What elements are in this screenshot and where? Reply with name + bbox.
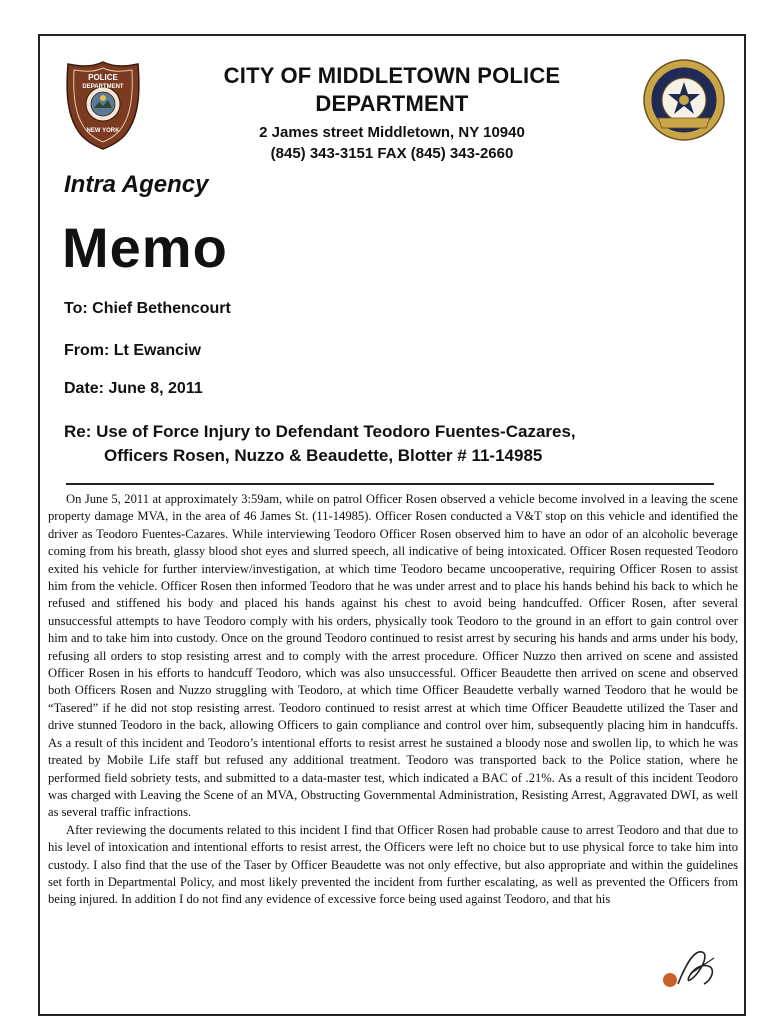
header-divider (66, 483, 714, 485)
badge-text-mid: DEPARTMENT (82, 84, 124, 90)
org-name-line2: DEPARTMENT (315, 91, 469, 116)
org-address: 2 James street Middletown, NY 10940 (259, 124, 525, 141)
org-name-line1: CITY OF MIDDLETOWN POLICE (223, 63, 561, 88)
memo-title: Memo (62, 216, 228, 279)
organization-contact (40, 122, 744, 164)
org-phone-fax: (845) 343-3151 FAX (845) 343-2660 (270, 145, 514, 162)
organization-name (40, 62, 744, 118)
body-paragraph-2: After reviewing the documents related to this incident I find that Officer Rosen had probable cause to arrest Teodoro and that due to his level of intoxication and intentional efforts to resist arrest, the Officers were left no choice but to use physical force to take him into custody. I also find that the use of the Taser by Officer Beaudette was not only effective, but also appropriate and within the guidelines set forth in Departmental Policy, and most likely prevented the incident from further escalating, as well as prevented the Officers from being injured. In addition I do not find any evidence of excessive force being used against Teodoro, and that his (48, 822, 738, 907)
memo-subject-line2: Officers Rosen, Nuzzo & Beaudette, Blotter # 11-14985 (104, 446, 543, 465)
memo-subject (64, 420, 734, 468)
badge-text-bottom: NEW YORK (86, 128, 120, 134)
accreditation-seal-icon (642, 58, 726, 142)
memo-to: To: Chief Bethencourt (64, 300, 231, 317)
signature-mark-icon (660, 944, 720, 990)
memo-body (48, 491, 738, 909)
memo-from: From: Lt Ewanciw (64, 342, 201, 359)
badge-text-top: POLICE (88, 73, 118, 82)
letterhead (40, 36, 744, 166)
memo-date: Date: June 8, 2011 (64, 380, 203, 397)
body-paragraph-1: On June 5, 2011 at approximately 3:59am, while on patrol Officer Rosen observed a vehicle become involved in a leaving the scene property damage MVA, in the area of 46 James St. (11-14985). Officer Rosen conducted a V&T stop on this vehicle and identified the driver as Teodoro Fuentes-Cazares. While interviewing Teodoro Officer Rosen observed him to have an odor of an alcoholic beverage coming from his breath, glassy blood shot eyes and slurred speech, all indicative of being intoxicated. Officer Rosen requested Teodoro exited his vehicle for further interview/investigation, at which time Teodoro became uncooperative, requiring Officer Rosen to assist him from the vehicle. Officer Rosen then informed Teodoro that he was under arrest and to place his hands behind his back to which he refused and stiffened his body and placed his hands against his chest to avoid being handcuffed. Officer Rosen, after several unsuccessful attempts to have Teodoro comply with his orders, physically took Teodoro to the ground in an effort to gain control over him and to take him into custody. Once on the ground Teodoro continued to resist arrest by securing his hands and arms under his body, refusing all orders to stop resisting arrest and to comply with the arrest procedure. Officer Nuzzo then arrived on scene and assisted Officer Rosen in his efforts to handcuff Teodoro, which was also unsuccessful. Officer Beaudette then arrived on scene and observed both Officers Rosen and Nuzzo struggling with Teodoro, at which time Officer Beaudette verbally warned Teodoro that he would be “Tasered” if he did not stop resisting arrest. Teodoro continued to resist arrest at which time Officer Beaudette utilized the Taser and drive stunned Teodoro in the back, allowing Officers to gain compliance and control over him, subsequently placing him in handcuffs. As a result of this incident and Teodoro’s intentional efforts to resist arrest he sustained a bloody nose and swollen lip, to which he was treated by Mobile Life staff but refused any additional treatment. Teodoro was transported back to the Police station, where he performed field sobriety tests, and submitted to a data-master test, which indicated a BAC of .21%. As a result of this incident Teodoro was charged with Leaving the Scene of an MVA, Obstructing Governmental Administration, Resisting Arrest, Aggravated DWI, as well as several traffic infractions. (48, 492, 738, 820)
memo-page (38, 34, 746, 1016)
intra-agency-label: Intra Agency (64, 171, 209, 198)
memo-subject-line1: Re: Use of Force Injury to Defendant Teodoro Fuentes-Cazares, (64, 422, 576, 441)
